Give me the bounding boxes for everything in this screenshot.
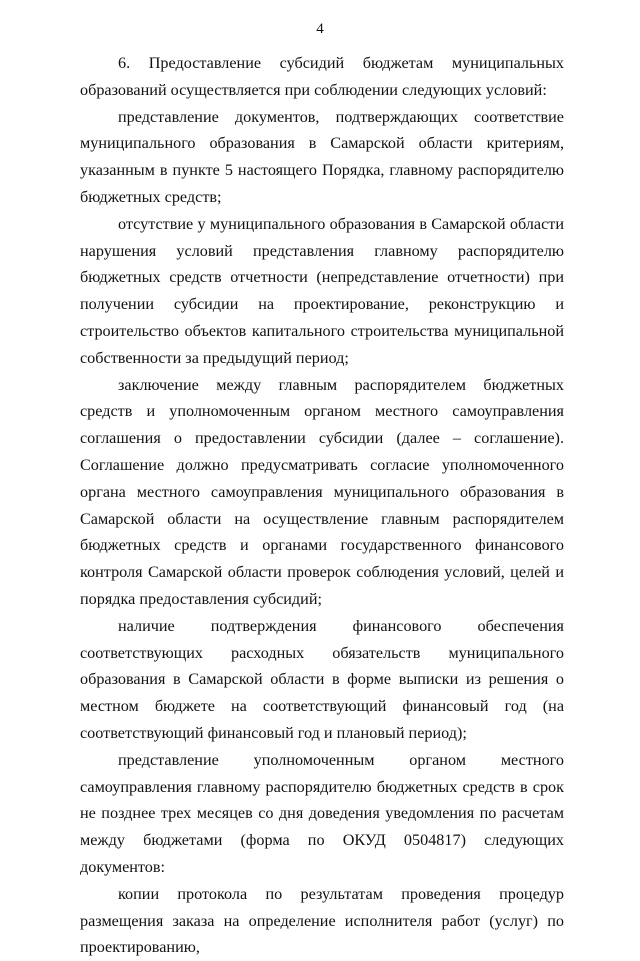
paragraph-documents-criteria: представление документов, подтверждающих соответствие муниципального образования в Самарской области критериям, указанным в пункте 5 настоящего Порядка, главному распорядителю бюджетных средств; <box>80 107 564 206</box>
paragraph-agreement: заключение между главным распорядителем бюджетных средств и уполномоченным органом местного самоуправления соглашения о предоставлении субсидии (далее – соглашение). Соглашение должно предусматривать согласие уполномоченного органа местного самоуправления муниципального образования в Самарской области на осуществление главным распорядителем бюджетных средств и органами государственного финансового контроля Самарской области проверок соблюдения условий, целей и порядка предоставления субсидий; <box>80 375 564 608</box>
document-body <box>80 50 564 961</box>
paragraph-financial-confirmation: наличие подтверждения финансового обеспечения соответствующих расходных обязательств муниципального образования в Самарской области в форме выписки из решения о местном бюджете на соответствующий финансовый год (на соответствующий финансовый год и плановый период); <box>80 616 564 742</box>
paragraph-submission-deadline: представление уполномоченным органом местного самоуправления главному распорядителю бюджетных средств в срок не позднее трех месяцев со дня доведения уведомления по расчетам между бюджетами (форма по ОКУД 0504817) следующих документов: <box>80 750 564 876</box>
paragraph-conditions-intro: 6. Предоставление субсидий бюджетам муниципальных образований осуществляется при соблюдении следующих условий: <box>80 54 564 99</box>
page-number: 4 <box>316 21 324 37</box>
paragraph-protocol-copies: копии протокола по результатам проведения процедур размещения заказа на определение исполнителя работ (услуг) по проектированию, <box>80 884 564 957</box>
paragraph-no-reporting-violations: отсутствие у муниципального образования в Самарской области нарушения условий представления главному распорядителю бюджетных средств отчетности (непредставление отчетности) при получении субсидии на проектирование, реконструкцию и строительство объектов капитального строительства муниципальной собственности за предыдущий период; <box>80 214 564 367</box>
